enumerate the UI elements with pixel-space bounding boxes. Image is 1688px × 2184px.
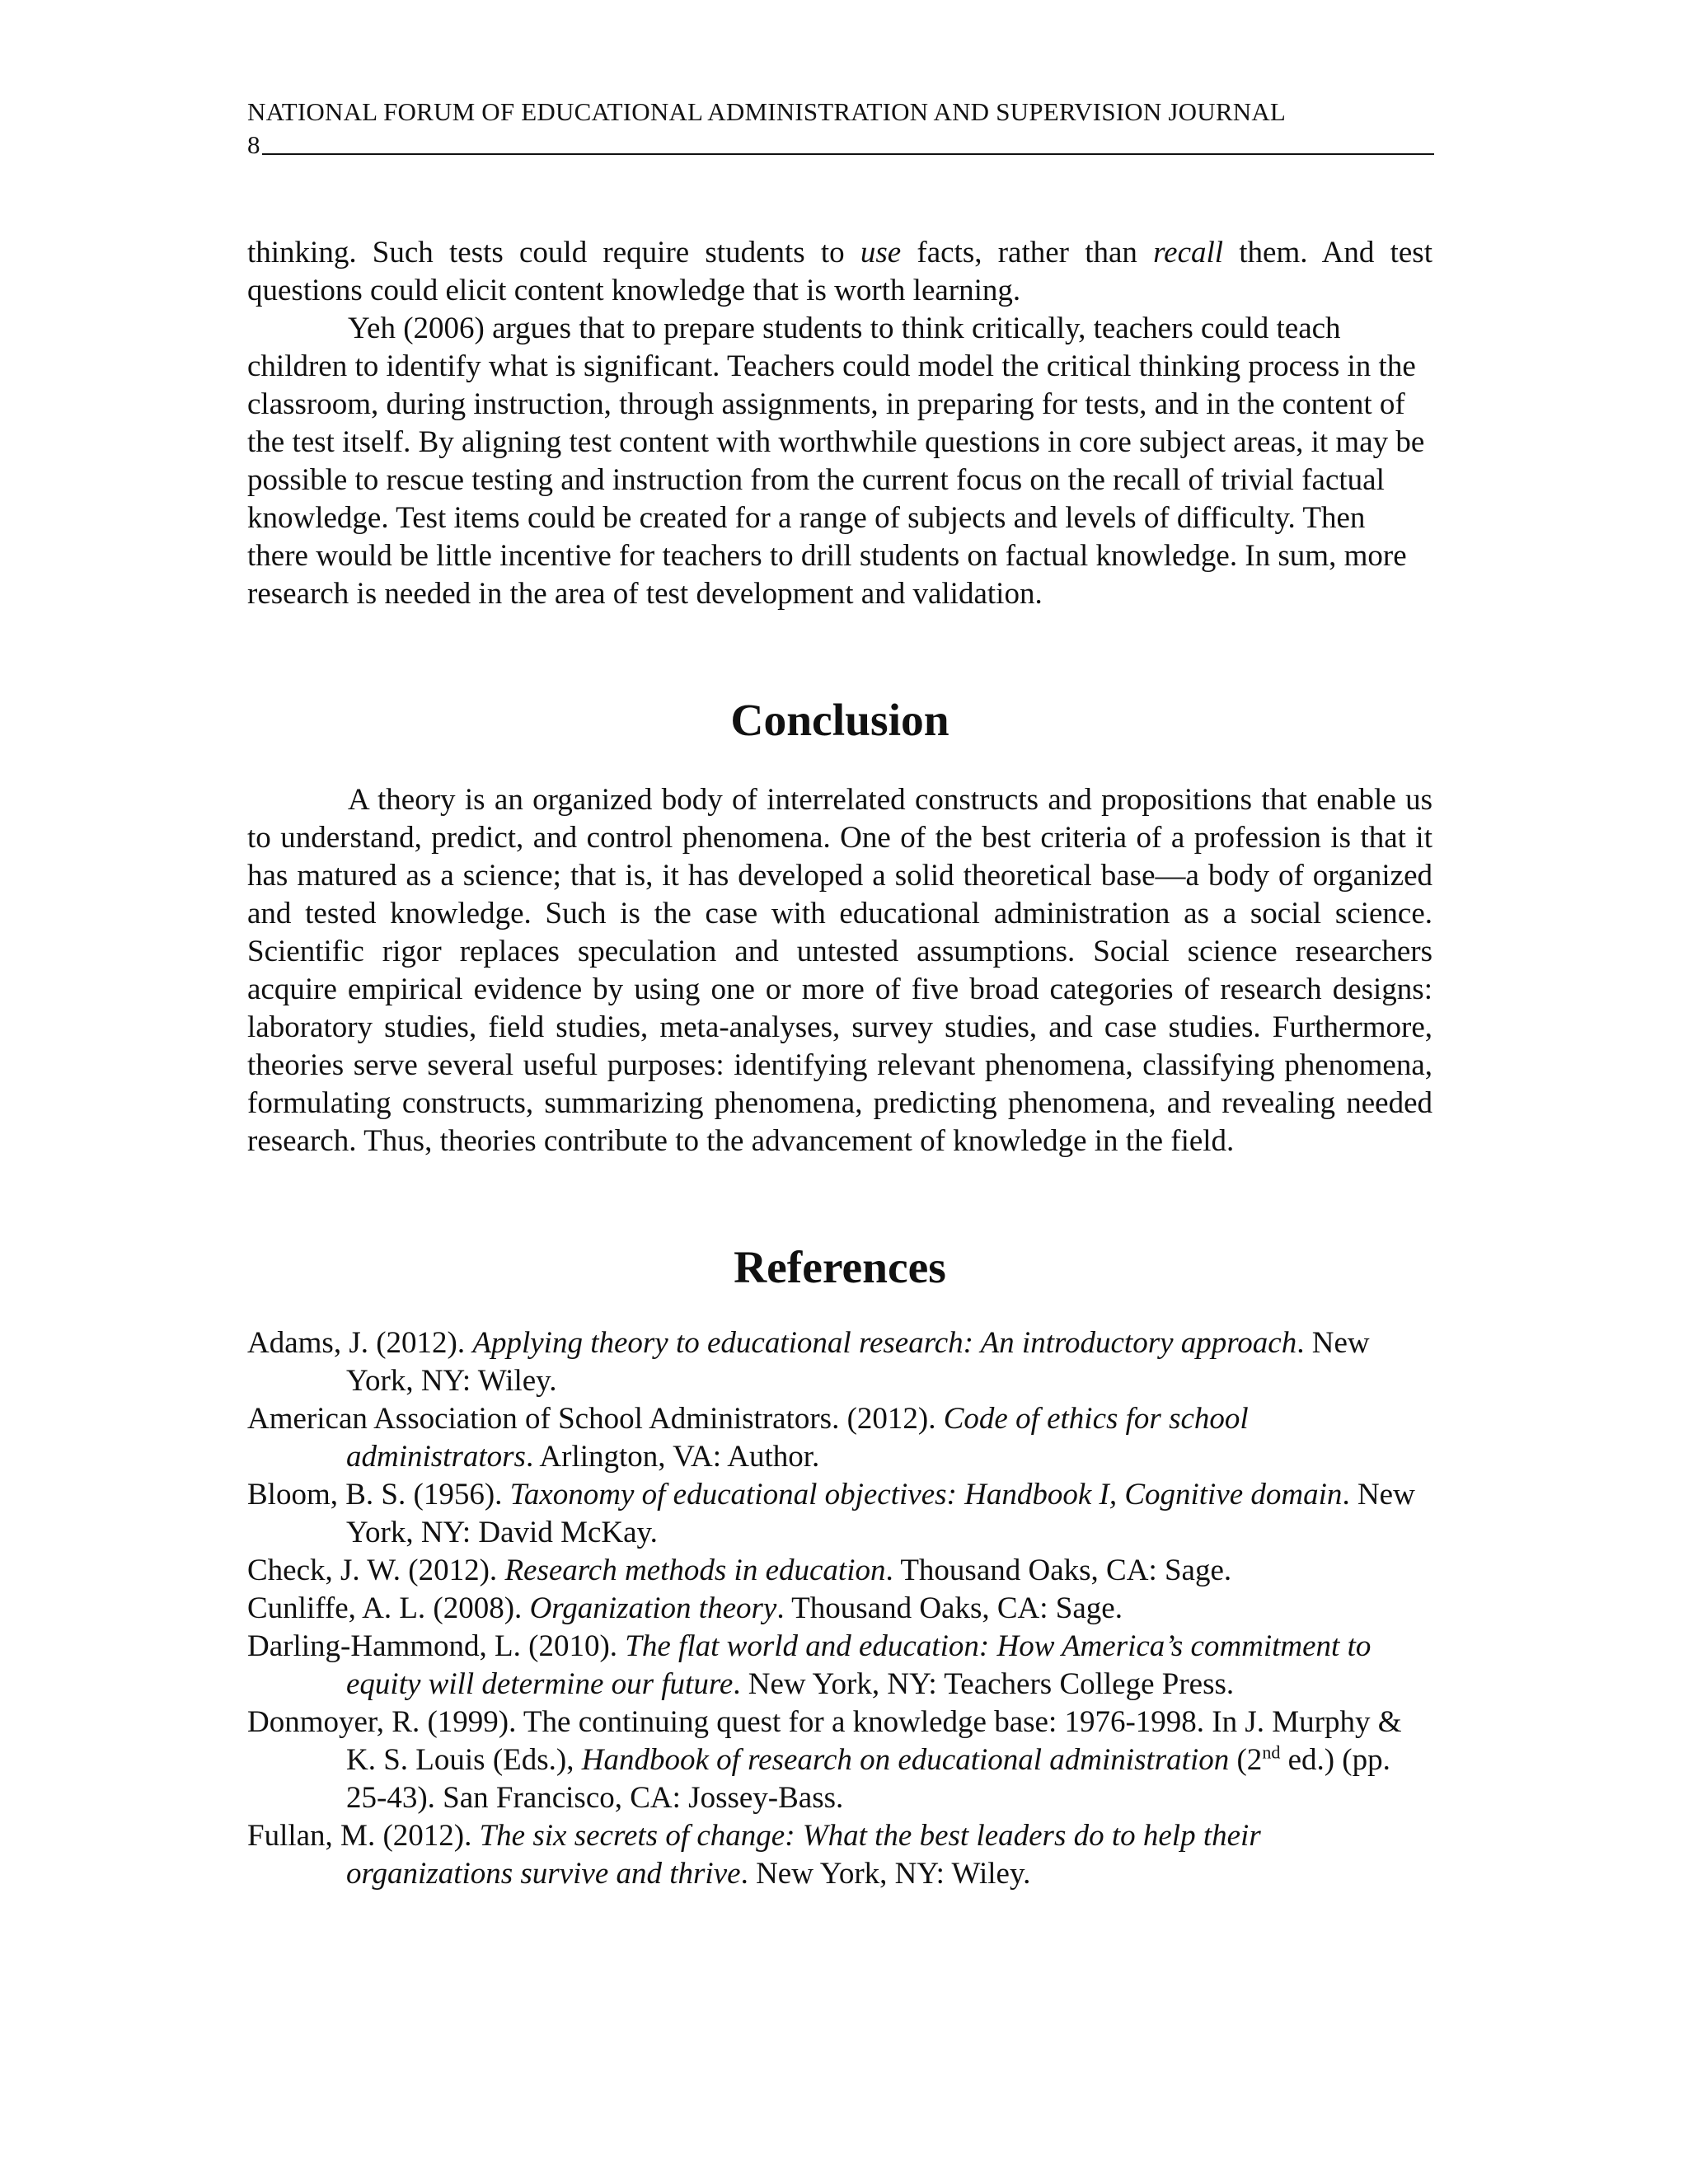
conclusion-heading: Conclusion [730,696,950,746]
reference-item: Cunliffe, A. L. (2008). Organization theory. Thousand Oaks, CA: Sage. [247,1591,1123,1625]
reference-item: American Association of School Administrators. (2012). Code of ethics for school administrators. Arlington, VA: Author. [247,1402,1249,1474]
journal-title: NATIONAL FORUM OF EDUCATIONAL ADMINISTRATION AND SUPERVISION JOURNAL [247,97,1287,126]
reference-item: Adams, J. (2012). Applying theory to educational research: An introductory approach. New York, NY: Wiley. [247,1326,1370,1398]
page-content [247,234,1432,1893]
page-number: 8 [247,130,260,159]
body-paragraph-1: thinking. Such tests could require students to use facts, rather than recall them. And test questions could elicit content knowledge that is worth learning. [247,236,1432,307]
reference-list [247,1324,1432,1893]
references-heading: References [734,1243,946,1293]
header-rule [262,153,1434,155]
body-paragraph-2: Yeh (2006) argues that to prepare students to think critically, teachers could teach children to identify what is significant. Teachers could model the critical thinking process in the classroom, during instruction, through assignments, in preparing for tests, and in the content of the test itself. By aligning test content with worthwhile questions in core subject areas, it may be possible to rescue testing and instruction from the current focus on the recall of trivial factual knowledge. Test items could be created for a range of subjects and levels of difficulty. Then there would be little incentive for teachers to drill students on factual knowledge. In sum, more research is needed in the area of test development and validation. [247,312,1425,611]
page-number-line [247,129,1434,162]
conclusion-paragraph: A theory is an organized body of interrelated constructs and propositions that enable us to understand, predict, and control phenomena. One of the best criteria of a profession is that it has matured as a science; that is, it has developed a solid theoretical base—a body of organized and tested knowledge. Such is the case with educational administration as a social science. Scientific rigor replaces speculation and untested assumptions. Social science researchers acquire empirical evidence by using one or more of five broad categories of research designs: laboratory studies, field studies, meta-analyses, survey studies, and case studies. Furthermore, theories serve several useful purposes: identifying relevant phenomena, classifying phenomena, formulating constructs, summarizing phenomena, predicting phenomena, and revealing needed research. Thus, theories contribute to the advancement of knowledge in the field. [247,783,1432,1158]
reference-item: Bloom, B. S. (1956). Taxonomy of educational objectives: Handbook I, Cognitive domain. New York, NY: David McKay. [247,1478,1415,1549]
reference-item: Fullan, M. (2012). The six secrets of change: What the best leaders do to help their organizations survive and thrive. New York, NY: Wiley. [247,1819,1261,1891]
running-header [247,96,1434,162]
reference-item: Darling-Hammond, L. (2010). The flat world and education: How America’s commitment to equity will determine our future. New York, NY: Teachers College Press. [247,1629,1372,1701]
reference-item: Check, J. W. (2012). Research methods in education. Thousand Oaks, CA: Sage. [247,1554,1232,1587]
reference-item: Donmoyer, R. (1999). The continuing quest for a knowledge base: 1976-1998. In J. Murphy & K. S. Louis (Eds.), Handbook of research on educational administration (2nd ed.) (pp. 25-43). San Francisco, CA: Jossey-Bass. [247,1705,1402,1815]
